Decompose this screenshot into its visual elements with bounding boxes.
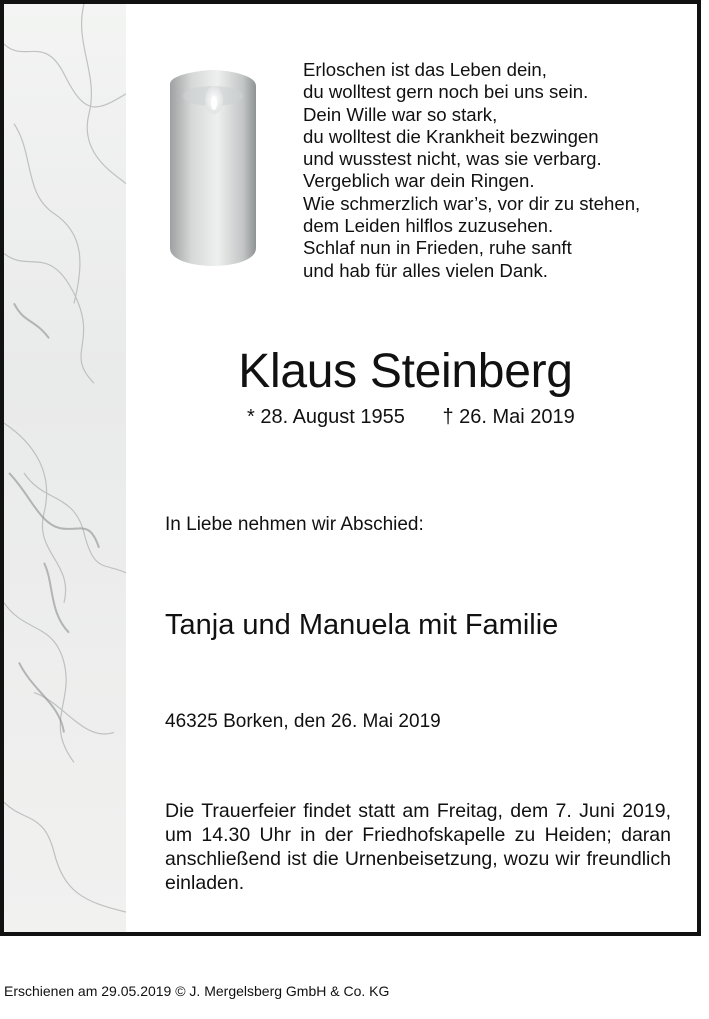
marble-texture bbox=[4, 4, 126, 932]
farewell-text: In Liebe nehmen wir Abschied: bbox=[165, 514, 424, 535]
poem-line: du wolltest die Krankheit bezwingen bbox=[303, 125, 599, 147]
life-dates bbox=[247, 406, 575, 429]
poem-line: Vergeblich war dein Ringen. bbox=[303, 170, 535, 192]
poem-line: und wusstest nicht, was sie verbarg. bbox=[303, 148, 602, 170]
place-date: 46325 Borken, den 26. Mai 2019 bbox=[165, 711, 441, 732]
ceremony-info: Die Trauerfeier findet statt am Freitag, dem 7. Juni 2019, um 14.30 Uhr in der Friedhofskapelle zu Heiden; daran anschließend ist die Urnenbeisetzung, wozu wir freundlich einladen. bbox=[165, 800, 671, 894]
poem-line: du wolltest gern noch bei uns sein. bbox=[303, 81, 589, 103]
family-names: Tanja und Manuela mit Familie bbox=[165, 609, 559, 641]
poem-line: Erloschen ist das Leben dein, bbox=[303, 59, 547, 80]
poem-line: Dein Wille war so stark, bbox=[303, 103, 498, 125]
candle-icon bbox=[164, 70, 262, 266]
birth-date: * 28. August 1955 bbox=[247, 406, 405, 428]
death-date: † 26. Mai 2019 bbox=[442, 406, 575, 428]
poem-line: dem Leiden hilflos zuzusehen. bbox=[303, 215, 554, 237]
publication-footer: Erschienen am 29.05.2019 © J. Mergelsberg GmbH & Co. KG bbox=[4, 983, 390, 999]
poem-line: Schlaf nun in Frieden, ruhe sanft bbox=[303, 237, 572, 259]
poem-line: Wie schmerzlich war’s, vor dir zu stehen, bbox=[303, 192, 641, 214]
poem-line: und hab für alles vielen Dank. bbox=[303, 259, 548, 281]
poem bbox=[303, 59, 640, 282]
deceased-name: Klaus Steinberg bbox=[238, 345, 573, 398]
